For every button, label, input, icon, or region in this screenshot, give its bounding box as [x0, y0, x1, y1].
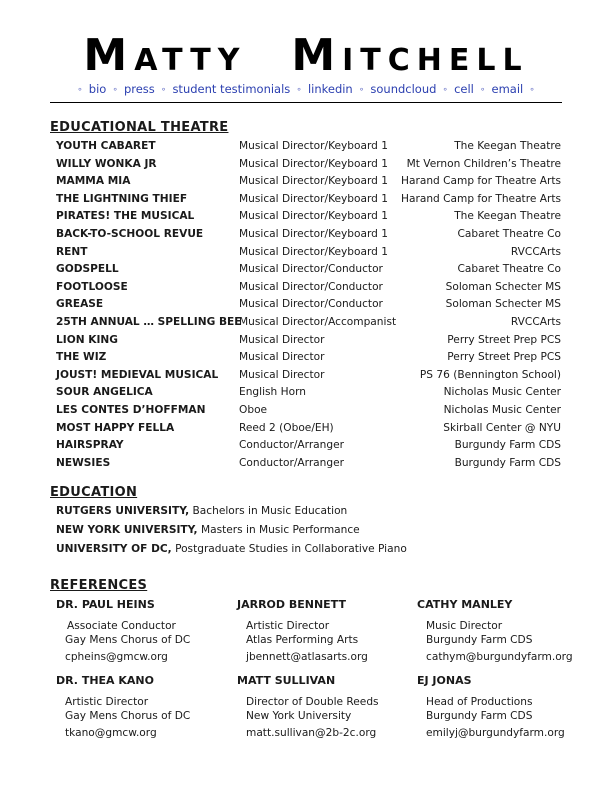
reference-org: Burgundy Farm CDS: [426, 710, 533, 722]
credit-venue: Soloman Schecter MS: [445, 298, 561, 311]
credit-venue: Perry Street Prep PCS: [447, 333, 561, 346]
reference-org: Gay Mens Chorus of DC: [65, 710, 191, 722]
credit-row: [56, 210, 561, 227]
credit-show: NEWSIES: [56, 456, 111, 469]
reference-email[interactable]: matt.sullivan@2b-2c.org: [246, 727, 377, 739]
page-title: MATTY MITCHELL: [83, 30, 529, 81]
section-title-references: REFERENCES: [50, 578, 148, 593]
credit-role: Musical Director/Keyboard 1: [239, 228, 388, 240]
header-links: [0, 82, 612, 96]
credit-venue: Soloman Schecter MS: [445, 280, 561, 293]
credit-show: BACK-TO-SCHOOL REVUE: [56, 228, 204, 240]
credit-role: Musical Director/Conductor: [239, 298, 383, 311]
credit-venue: RVCCArts: [510, 316, 561, 328]
credit-venue: Nicholas Music Center: [443, 404, 561, 416]
credit-show: WILLY WONKA JR: [56, 157, 157, 170]
education-school: UNIVERSITY OF DC,: [56, 543, 172, 555]
reference-card: [417, 598, 597, 668]
credit-show: LION KING: [56, 333, 118, 346]
credit-show: MAMMA MIA: [56, 175, 131, 188]
credit-role: Musical Director: [239, 333, 325, 346]
credit-role: Musical Director/Keyboard 1: [239, 192, 388, 205]
credit-row: [56, 422, 561, 439]
reference-card: [237, 674, 417, 744]
credit-show: 25TH ANNUAL … SPELLING BEE: [56, 316, 242, 328]
reference-title: Music Director: [426, 620, 503, 632]
header-divider: [50, 102, 562, 103]
credit-row: [56, 439, 561, 456]
credit-row: [56, 246, 561, 263]
reference-org: Gay Mens Chorus of DC: [65, 634, 191, 646]
education-school: NEW YORK UNIVERSITY,: [56, 524, 198, 536]
credit-row: [56, 404, 561, 421]
credit-role: Musical Director/Conductor: [239, 263, 383, 276]
credit-role: Musical Director/Keyboard 1: [239, 140, 388, 152]
credit-row: [56, 457, 561, 474]
credit-role: Musical Director/Keyboard 1: [239, 210, 388, 223]
link-student-testimonials[interactable]: student testimonials: [172, 82, 291, 96]
section-title-education: EDUCATION: [50, 485, 138, 500]
reference-title: Artistic Director: [246, 620, 330, 632]
credit-row: [56, 351, 561, 368]
link-bullet: ∘: [479, 85, 486, 95]
reference-card: [56, 674, 236, 744]
reference-card: [237, 598, 417, 668]
reference-email[interactable]: jbennett@atlasarts.org: [246, 651, 368, 663]
education-degree: Bachelors in Music Education: [192, 505, 348, 517]
credit-row: [56, 228, 561, 245]
credit-venue: Harand Camp for Theatre Arts: [401, 175, 561, 188]
credit-show: GODSPELL: [56, 263, 119, 276]
education-item: [56, 505, 347, 517]
credit-show: GREASE: [56, 298, 104, 311]
credit-row: [56, 369, 561, 386]
credit-show: MOST HAPPY FELLA: [56, 421, 175, 434]
credit-venue: Mt Vernon Children’s Theatre: [406, 157, 561, 170]
credit-venue: The Keegan Theatre: [454, 210, 561, 223]
credit-row: [56, 316, 561, 333]
reference-name: EJ JONAS: [417, 674, 472, 687]
reference-name: MATT SULLIVAN: [237, 674, 336, 687]
credit-row: [56, 158, 561, 175]
credit-role: Musical Director: [239, 368, 325, 381]
reference-name: CATHY MANLEY: [417, 598, 513, 611]
link-soundcloud[interactable]: soundcloud: [370, 82, 437, 96]
reference-org: Burgundy Farm CDS: [426, 634, 533, 646]
credit-venue: PS 76 (Bennington School): [419, 368, 561, 381]
link-cell[interactable]: cell: [454, 82, 474, 96]
credit-role: Musical Director/Keyboard 1: [239, 245, 388, 258]
credit-row: [56, 386, 561, 403]
credit-venue: Harand Camp for Theatre Arts: [401, 192, 561, 205]
credit-row: [56, 193, 561, 210]
reference-name: DR. THEA KANO: [56, 674, 154, 687]
credit-role: Reed 2 (Oboe/EH): [239, 421, 334, 434]
link-bullet: ∘: [160, 85, 167, 95]
education-item: [56, 543, 407, 555]
link-email[interactable]: email: [491, 82, 524, 96]
credit-show: HAIRSPRAY: [56, 439, 124, 452]
education-degree: Masters in Music Performance: [200, 524, 360, 536]
credit-venue: The Keegan Theatre: [454, 140, 561, 152]
credit-show: THE LIGHTNING THIEF: [56, 192, 188, 205]
reference-name: JARROD BENNETT: [237, 598, 346, 611]
credit-row: [56, 175, 561, 192]
credit-role: Oboe: [239, 404, 268, 416]
credit-venue: Cabaret Theatre Co: [457, 228, 561, 240]
credit-venue: Burgundy Farm CDS: [454, 439, 561, 452]
credit-venue: Skirball Center @ NYU: [443, 421, 561, 434]
link-bullet: ∘: [112, 85, 118, 95]
reference-title: Associate Conductor: [67, 620, 176, 632]
link-bullet: ∘: [77, 85, 83, 95]
reference-title: Director of Double Reeds: [246, 696, 379, 708]
reference-email[interactable]: cpheins@gmcw.org: [65, 651, 168, 663]
credit-show: THE WIZ: [56, 351, 107, 364]
reference-email[interactable]: cathym@burgundyfarm.org: [426, 651, 573, 663]
reference-email[interactable]: emilyj@burgundyfarm.org: [426, 727, 565, 739]
credit-role: Musical Director/Keyboard 1: [239, 157, 388, 170]
section-title-educational-theatre: EDUCATIONAL THEATRE: [50, 120, 229, 135]
credit-row: [56, 281, 561, 298]
credit-row: [56, 263, 561, 280]
credit-venue: Nicholas Music Center: [443, 386, 561, 399]
credit-role: Musical Director: [239, 351, 325, 364]
link-bio[interactable]: bio: [88, 82, 107, 96]
credit-show: FOOTLOOSE: [56, 280, 128, 293]
education-item: [56, 524, 360, 536]
credit-venue: Burgundy Farm CDS: [454, 456, 561, 469]
link-press[interactable]: press: [123, 82, 155, 96]
credit-show: SOUR ANGELICA: [56, 386, 153, 399]
credit-venue: Cabaret Theatre Co: [457, 263, 561, 276]
reference-card: [56, 598, 236, 668]
reference-title: Artistic Director: [65, 696, 149, 708]
credit-show: JOUST! MEDIEVAL MUSICAL: [56, 368, 219, 381]
credit-show: YOUTH CABARET: [56, 140, 156, 152]
credit-row: [56, 334, 561, 351]
credit-role: Conductor/Arranger: [239, 456, 344, 469]
credit-show: RENT: [56, 245, 88, 258]
credit-show: PIRATES! THE MUSICAL: [56, 210, 195, 223]
reference-name: DR. PAUL HEINS: [56, 598, 155, 611]
reference-title: Head of Productions: [426, 696, 533, 708]
credit-show: LES CONTES D’HOFFMAN: [56, 404, 206, 416]
credit-row: [56, 298, 561, 315]
reference-org: New York University: [246, 710, 352, 722]
credit-role: Musical Director/Keyboard 1: [239, 175, 388, 188]
education-school: RUTGERS UNIVERSITY,: [56, 505, 190, 517]
link-bullet: ∘: [358, 85, 365, 95]
reference-email[interactable]: tkano@gmcw.org: [65, 727, 157, 739]
credit-venue: RVCCArts: [510, 245, 561, 258]
credit-role: Musical Director/Accompanist: [239, 316, 397, 328]
reference-card: [417, 674, 597, 744]
reference-org: Atlas Performing Arts: [246, 634, 359, 646]
credit-venue: Perry Street Prep PCS: [447, 351, 561, 364]
link-bullet: ∘: [296, 85, 302, 95]
link-bullet: ∘: [529, 85, 535, 95]
link-bullet: ∘: [442, 85, 449, 95]
credit-role: Musical Director/Conductor: [239, 280, 383, 293]
link-linkedin[interactable]: linkedin: [307, 82, 353, 96]
credit-role: English Horn: [239, 386, 306, 399]
credit-role: Conductor/Arranger: [239, 439, 344, 452]
credit-row: [56, 140, 561, 157]
education-degree: Postgraduate Studies in Collaborative Piano: [175, 543, 407, 555]
